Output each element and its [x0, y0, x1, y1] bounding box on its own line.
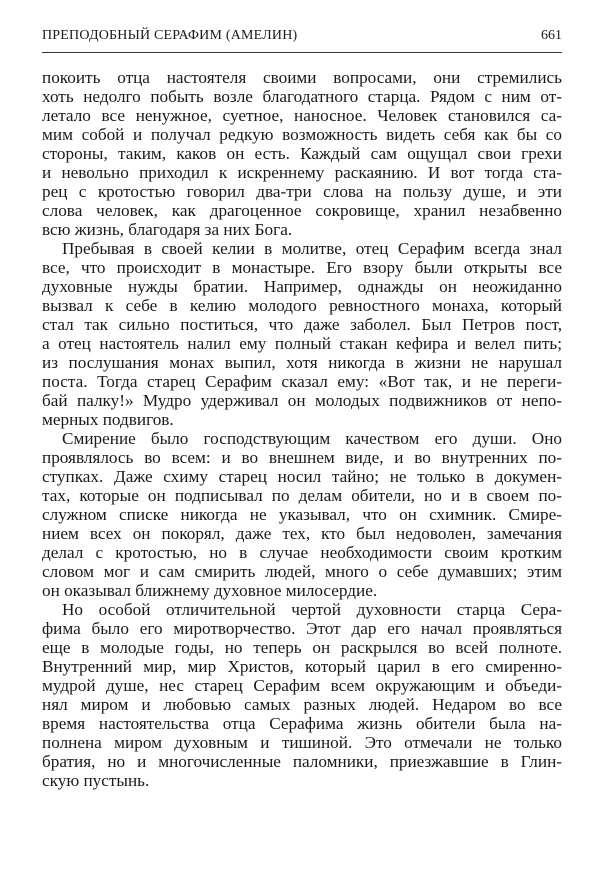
text-line: а отец настоятель налил ему полный стакан кефира и велел пить; — [42, 334, 562, 353]
text-line: нял миром и любовью самых разных людей. Недаром во все — [42, 695, 562, 714]
text-line: тах, которые он подписывал по делам обители, но и в своем по- — [42, 486, 562, 505]
text-line: братия, но и многочисленные паломники, приезжавшие в Глин- — [42, 752, 562, 771]
text-line: скую пустынь. — [42, 771, 150, 790]
text-line: рец с кротостью говорил два-три слова на пользу душе, и эти — [42, 182, 562, 201]
page-number: 661 — [541, 28, 562, 43]
text-line: все, что происходит в монастыре. Его взору были открыты все — [42, 258, 562, 277]
text-line: мудрой душе, нес старец Серафим всем окружающим и объеди- — [42, 676, 562, 695]
text-line: стал так сильно поститься, что даже заболел. Был Петров пост, — [42, 315, 562, 334]
running-header — [42, 22, 562, 53]
text-line: полнена миром духовным и тишиной. Это отмечали не только — [42, 733, 562, 752]
text-line: слова человек, как драгоценное сокровище, хранил незабвенно — [42, 201, 562, 220]
text-line: поста. Тогда старец Серафим сказал ему: «Вот так, и не переги- — [42, 372, 562, 391]
text-line: всю жизнь, благодаря за них Бога. — [42, 220, 293, 239]
text-line: еще в молодые годы, но теперь он раскрылся во всей полноте. — [42, 638, 562, 657]
text-line: летало все ненужное, суетное, наносное. Человек становился са- — [42, 106, 562, 125]
text-line: проявлялось во всем: и во внешнем виде, и во внутренних по- — [42, 448, 562, 467]
text-line: Смирение было господствующим качеством его души. Оно — [62, 429, 562, 448]
text-line: Внутренний мир, мир Христов, который царил в его смиренно- — [42, 657, 562, 676]
running-title: ПРЕПОДОБНЫЙ СЕРАФИМ (АМЕЛИН) — [42, 28, 298, 43]
text-line: Но особой отличительной чертой духовности старца Сера- — [62, 600, 562, 619]
text-line: из послушания монах выпил, хотя никогда в жизни не нарушал — [42, 353, 562, 372]
text-line: духовные нужды братии. Например, однажды он неожиданно — [42, 277, 562, 296]
text-line: он оказывал ближнему духовное милосердие. — [42, 581, 378, 600]
text-line: нием всех он покорял, даже тех, кто был недоволен, замечания — [42, 524, 562, 543]
text-line: мерных подвигов. — [42, 410, 174, 429]
text-line: фима было его миротворчество. Этот дар его начал проявляться — [42, 619, 562, 638]
text-line: время настоятельства отца Серафима жизнь обители была на- — [42, 714, 562, 733]
text-line: ступках. Даже схиму старец носил тайно; не только в докумен- — [42, 467, 562, 486]
paragraph — [42, 239, 562, 429]
paragraph — [42, 600, 562, 790]
paragraph — [42, 429, 562, 600]
text-line: покоить отца настоятеля своими вопросами, они стремились — [42, 68, 562, 87]
paragraph — [42, 68, 562, 239]
text-line: словом мог и сам смирить людей, много о себе думавших; этим — [42, 562, 562, 581]
text-line: стороны, таким, каков он есть. Каждый сам ощущал свои грехи — [42, 144, 562, 163]
text-line: вызвал к себе в келию молодого ревностного монаха, который — [42, 296, 562, 315]
page-body-text — [42, 68, 562, 790]
text-line: бай палку!» Мудро удерживал он молодых подвижников от непо- — [42, 391, 562, 410]
text-line: служном списке никогда не указывал, что он схимник. Смире- — [42, 505, 562, 524]
text-line: мим собой и получал редкую возможность видеть себя как бы со — [42, 125, 562, 144]
text-line: и невольно приходил к искреннему раскаянию. И вот тогда ста- — [42, 163, 562, 182]
text-line: делал с кротостью, но в случае необходимости своим кротким — [42, 543, 562, 562]
text-line: Пребывая в своей келии в молитве, отец Серафим всегда знал — [62, 239, 562, 258]
text-line: хоть недолго побыть возле благодатного старца. Рядом с ним от- — [42, 87, 562, 106]
